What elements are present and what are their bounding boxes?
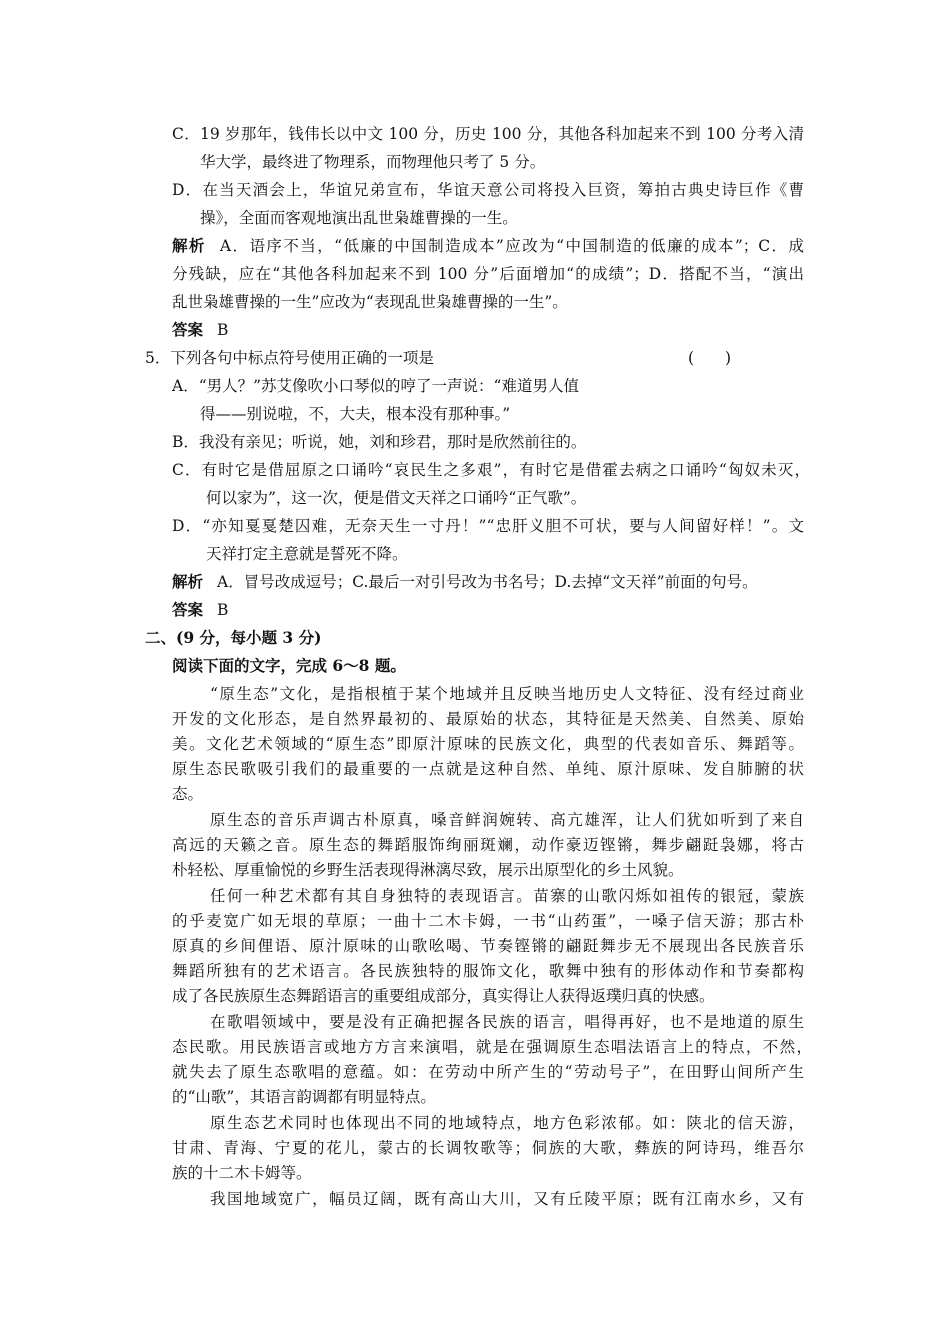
q4-analysis-text1: A．语序不当，“低廉的中国制造成本”应改为“中国制造的低廉的成本”；C．成 (219, 237, 804, 255)
passage-p4-line3: 就失去了原生态歌唱的意蕴。如：在劳动中所产生的“劳动号子”，在田野山间所产生 (172, 1063, 804, 1081)
q5-option-c-line2: 何以家为”，这一次，便是借文天祥之口诵吟“正气歌”。 (206, 489, 587, 507)
q5-answer-bracket: ( ) (688, 349, 732, 367)
q4-option-d-line2: 操》，全面而客观地演出乱世枭雄曹操的一生。 (200, 209, 518, 227)
q4-option-c-line1: C．19 岁那年，钱伟长以中文 100 分，历史 100 分，其他各科加起来不到 100 分考入清 (172, 125, 804, 143)
q4-option-c-line2: 华大学，最终进了物理系，而物理他只考了 5 分。 (200, 153, 546, 171)
passage-p5-line2: 甘肃、青海、宁夏的花儿，蒙古的长调牧歌等；侗族的大歌，彝族的阿诗玛，维吾尔 (172, 1139, 804, 1157)
q4-analysis-line2: 分残缺，应在“其他各科加起来不到 100 分”后面增加“的成绩”；D．搭配不当，“演出 (172, 265, 804, 283)
passage-p5-line3: 族的十二木卡姆等。 (172, 1164, 312, 1182)
q5-option-d-line2: 天祥打定主意就是誓死不降。 (206, 545, 408, 563)
passage-p1-line3: 美。文化艺术领域的“原生态”即原汁原味的民族文化，典型的代表如音乐、舞蹈等。 (172, 735, 804, 753)
q5-option-a-line2: 得——别说啦，不，大夫，根本没有那种事。” (200, 405, 511, 423)
section2-heading: 二、(9 分，每小题 3 分) (145, 628, 322, 647)
passage-p3-line1: 任何一种艺术都有其自身独特的表现语言。苗寨的山歌闪烁如祖传的银冠，蒙族 (210, 887, 804, 905)
q4-analysis-line3: 乱世枭雄曹操的一生”应改为“表现乱世枭雄曹操的一生”。 (172, 293, 568, 311)
q5-option-a-line1: A．“男人？”苏艾像吹小口琴似的哼了一声说：“难道男人值 (172, 377, 579, 395)
q5-answer (172, 600, 228, 620)
passage-p2-line3: 朴轻松、厚重愉悦的乡野生活表现得淋漓尽致，展示出原型化的乡土风貌。 (172, 861, 684, 879)
q4-option-d-line1: D．在当天酒会上，华谊兄弟宣布，华谊天意公司将投入巨资，筹拍古典史诗巨作《曹 (172, 181, 804, 199)
passage-p3-line3: 原真的乡间俚语、原汁原味的山歌吆喝、节奏铿锵的翩跹舞步无不展现出各民族音乐 (172, 937, 804, 955)
q5-answer-label: 答案 (172, 600, 204, 619)
q4-answer-label: 答案 (172, 320, 204, 339)
passage-p2-line2: 高远的天籁之音。原生态的舞蹈服饰绚丽斑斓，动作豪迈铿锵，舞步翩跹袅娜，将古 (172, 836, 804, 854)
passage-p3-line2: 的乎麦宽广如无垠的草原；一曲十二木卡姆，一书“山药蛋”，一嗓子信天游；那古朴 (172, 912, 804, 930)
q5-option-c-line1: C．有时它是借屈原之口诵吟“哀民生之多艰”，有时它是借霍去病之口诵吟“匈奴未灭， (172, 461, 810, 479)
q4-answer-value: B (217, 321, 229, 339)
passage-p3-line5: 成了各民族原生态舞蹈语言的重要组成部分，真实得让人获得返璞归真的快感。 (172, 987, 715, 1005)
passage-p4-line2: 态民歌。用民族语言或地方方言来演唱，就是在强调原生态唱法语言上的特点，不然， (172, 1038, 812, 1056)
q5-answer-value: B (217, 601, 229, 619)
passage-p1-line4: 原生态民歌吸引我们的最重要的一点就是这种自然、单纯、原汁原味、发自肺腑的状 (172, 760, 804, 778)
passage-p4-line1: 在歌唱领域中，要是没有正确把握各民族的语言，唱得再好，也不是地道的原生 (210, 1013, 804, 1031)
passage-p2-line1: 原生态的音乐声调古朴原真，嗓音鲜润婉转、高亢雄浑，让人们犹如听到了来自 (210, 811, 804, 829)
q5-analysis (172, 572, 758, 592)
q5-option-b: B．我没有亲见；听说，她，刘和珍君，那时是欣然前往的。 (172, 433, 587, 451)
passage-p1-line2: 开发的文化形态，是自然界最初的、最原始的状态，其特征是天然美、自然美、原始 (172, 710, 804, 728)
q5-option-d-line1: D．“亦知戛戛楚囚难，无奈天生一寸丹！”“忠肝义胆不可状，要与人间留好样！”。文 (172, 517, 804, 535)
q5-analysis-text: A．冒号改成逗号；C.最后一对引号改为书名号；D.去掉“文天祥”前面的句号。 (217, 573, 758, 591)
q4-analysis-line1 (172, 236, 804, 256)
passage-p4-line4: 的“山歌”，其语言韵调都有明显特点。 (172, 1088, 436, 1106)
q5-stem: 5．下列各句中标点符号使用正确的一项是 (145, 349, 434, 367)
passage-p6-line1: 我国地域宽广，幅员辽阔，既有高山大川，又有丘陵平原；既有江南水乡，又有 (210, 1190, 804, 1208)
q4-answer (172, 320, 228, 340)
passage-p1-line5: 态。 (172, 785, 204, 803)
q4-analysis-label: 解析 (172, 236, 206, 255)
passage-p3-line4: 舞蹈所独有的艺术语言。各民族独特的服饰文化，歌舞中独有的形体动作和节奏都构 (172, 962, 804, 980)
passage-p5-line1: 原生态艺术同时也体现出不同的地域特点，地方色彩浓郁。如：陕北的信天游， (210, 1114, 804, 1132)
section2-instruction: 阅读下面的文字，完成 6～8 题。 (172, 656, 406, 675)
q5-analysis-label: 解析 (172, 572, 204, 591)
passage-p1-line1: “原生态”文化，是指根植于某个地域并且反映当地历史人文特征、没有经过商业 (210, 685, 804, 703)
